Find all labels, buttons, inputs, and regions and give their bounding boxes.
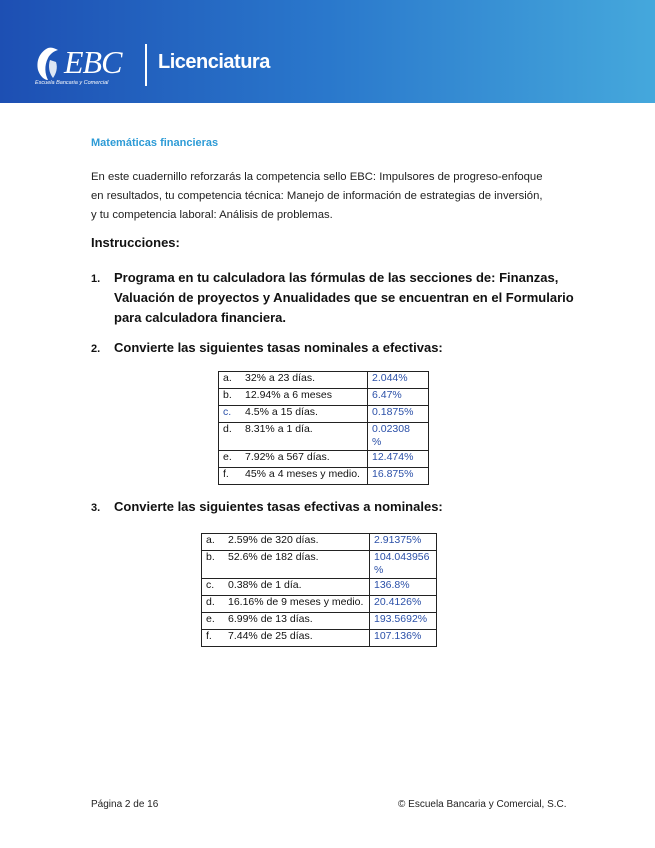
header-banner bbox=[0, 0, 655, 103]
table-row bbox=[219, 423, 429, 451]
row-description: 4.5% a 15 días. bbox=[241, 406, 368, 423]
row-answer: 2.044% bbox=[368, 372, 429, 389]
header-divider bbox=[145, 44, 147, 86]
intro-line: En este cuadernillo reforzarás la competencia sello EBC: Impulsores de progreso-enfoque bbox=[91, 171, 543, 183]
step-text: Convierte las siguientes tasas efectivas a nominales: bbox=[114, 499, 443, 514]
row-answer: 2.91375% bbox=[370, 534, 437, 551]
step-text-line: Programa en tu calculadora las fórmulas de las secciones de: Finanzas, bbox=[114, 270, 559, 285]
row-description: 7.92% a 567 días. bbox=[241, 451, 368, 468]
table-row bbox=[219, 372, 429, 389]
row-letter: e. bbox=[219, 451, 242, 468]
row-letter: e. bbox=[202, 613, 225, 630]
subject-title: Matemáticas financieras bbox=[91, 137, 219, 149]
row-description: 45% a 4 meses y medio. bbox=[241, 468, 368, 485]
row-answer: 0.02308 % bbox=[368, 423, 429, 451]
table-row bbox=[202, 551, 437, 579]
table-row bbox=[219, 451, 429, 468]
program-title: Licenciatura bbox=[158, 51, 270, 73]
nominal-to-effective-table bbox=[218, 371, 429, 485]
row-answer: 107.136% bbox=[370, 630, 437, 647]
row-letter: f. bbox=[202, 630, 225, 647]
row-description: 6.99% de 13 días. bbox=[224, 613, 370, 630]
row-answer: 193.5692% bbox=[370, 613, 437, 630]
row-letter: d. bbox=[219, 423, 242, 451]
row-letter: c. bbox=[219, 406, 242, 423]
logo-text: EBC bbox=[64, 44, 122, 80]
effective-to-nominal-table bbox=[201, 533, 437, 647]
copyright: © Escuela Bancaria y Comercial, S.C. bbox=[398, 799, 567, 810]
step-number: 1. bbox=[91, 273, 101, 285]
table-row bbox=[202, 579, 437, 596]
row-description: 16.16% de 9 meses y medio. bbox=[224, 596, 370, 613]
table-row bbox=[219, 406, 429, 423]
intro-line: en resultados, tu competencia técnica: Manejo de información de estrategias de inversión, bbox=[91, 190, 543, 202]
step-2 bbox=[91, 338, 571, 358]
step-text: Convierte las siguientes tasas nominales a efectivas: bbox=[114, 340, 443, 355]
table-row bbox=[219, 389, 429, 406]
intro-line: y tu competencia laboral: Análisis de problemas. bbox=[91, 209, 333, 221]
row-description: 7.44% de 25 días. bbox=[224, 630, 370, 647]
row-answer: 20.4126% bbox=[370, 596, 437, 613]
row-letter: c. bbox=[202, 579, 225, 596]
step-text-line: Valuación de proyectos y Anualidades que se encuentran en el Formulario bbox=[114, 290, 574, 305]
step-number: 2. bbox=[91, 343, 101, 355]
table-row bbox=[219, 468, 429, 485]
row-answer: 0.1875% bbox=[368, 406, 429, 423]
row-description: 8.31% a 1 día. bbox=[241, 423, 368, 451]
table-row bbox=[202, 596, 437, 613]
step-number: 3. bbox=[91, 502, 101, 514]
intro-paragraph bbox=[91, 168, 571, 225]
row-description: 12.94% a 6 meses bbox=[241, 389, 368, 406]
row-answer: 136.8% bbox=[370, 579, 437, 596]
table-row bbox=[202, 630, 437, 647]
row-letter: b. bbox=[219, 389, 242, 406]
step-text-line: para calculadora financiera. bbox=[114, 310, 286, 325]
page-number: Página 2 de 16 bbox=[91, 799, 159, 810]
table-row bbox=[202, 613, 437, 630]
row-description: 2.59% de 320 días. bbox=[224, 534, 370, 551]
row-letter: a. bbox=[202, 534, 225, 551]
row-description: 0.38% de 1 día. bbox=[224, 579, 370, 596]
row-letter: d. bbox=[202, 596, 225, 613]
step-1 bbox=[91, 268, 574, 330]
step-text bbox=[114, 268, 574, 328]
row-answer: 6.47% bbox=[368, 389, 429, 406]
table-row bbox=[202, 534, 437, 551]
row-letter: f. bbox=[219, 468, 242, 485]
row-letter: a. bbox=[219, 372, 242, 389]
logo-subtitle: Escuela Bancaria y Comercial bbox=[35, 80, 109, 86]
row-letter: b. bbox=[202, 551, 225, 579]
row-answer: 16.875% bbox=[368, 468, 429, 485]
eagle-logo-icon bbox=[34, 46, 62, 82]
ebc-logo bbox=[34, 44, 134, 90]
instructions-title: Instrucciones: bbox=[91, 235, 180, 250]
row-description: 32% a 23 días. bbox=[241, 372, 368, 389]
step-3 bbox=[91, 497, 571, 517]
row-description: 52.6% de 182 días. bbox=[224, 551, 370, 579]
row-answer: 12.474% bbox=[368, 451, 429, 468]
row-answer: 104.043956 % bbox=[370, 551, 437, 579]
